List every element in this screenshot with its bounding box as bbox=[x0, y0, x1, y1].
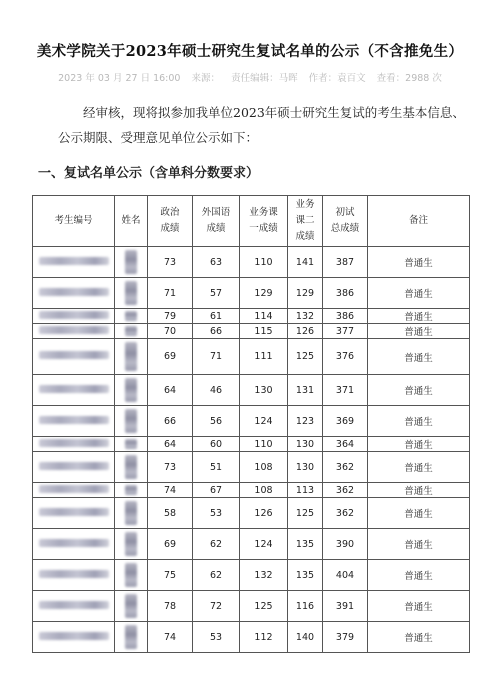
course2-cell: 129 bbox=[288, 278, 323, 309]
candidate-id-cell bbox=[33, 529, 115, 560]
course2-cell: 131 bbox=[288, 375, 323, 406]
candidate-name-cell bbox=[115, 529, 148, 560]
note-cell: 普通生 bbox=[368, 309, 470, 324]
course1-cell: 110 bbox=[240, 437, 288, 452]
candidate-id-cell bbox=[33, 375, 115, 406]
candidate-name-cell bbox=[115, 406, 148, 437]
total-cell: 364 bbox=[323, 437, 368, 452]
total-cell: 371 bbox=[323, 375, 368, 406]
language-cell: 61 bbox=[193, 309, 240, 324]
article-meta bbox=[0, 70, 500, 84]
candidate-id-cell bbox=[33, 498, 115, 529]
politics-cell: 64 bbox=[148, 437, 193, 452]
header-course1-line2: 一成绩 bbox=[249, 223, 278, 234]
note-cell: 普通生 bbox=[368, 247, 470, 278]
politics-cell: 73 bbox=[148, 452, 193, 483]
table-row bbox=[33, 375, 470, 406]
course1-cell: 125 bbox=[240, 591, 288, 622]
redacted-name bbox=[125, 532, 137, 556]
views-label: 查看：2988 次 bbox=[376, 73, 442, 84]
intro-paragraph: 经审核，现将拟参加我单位2023年硕士研究生复试的考生基本信息、公示期限、受理意见单位公示如下： bbox=[58, 105, 465, 145]
header-course2 bbox=[288, 196, 323, 247]
redacted-name bbox=[125, 250, 137, 274]
candidate-id-cell bbox=[33, 622, 115, 653]
candidate-id-cell bbox=[33, 437, 115, 452]
note-cell: 普通生 bbox=[368, 622, 470, 653]
table-row bbox=[33, 309, 470, 324]
politics-cell: 58 bbox=[148, 498, 193, 529]
candidate-name-cell bbox=[115, 498, 148, 529]
publish-datetime: 2023 年 03 月 27 日 16:00 bbox=[58, 73, 181, 84]
redacted-name bbox=[125, 563, 137, 587]
total-cell: 362 bbox=[323, 452, 368, 483]
redacted-name bbox=[125, 311, 137, 321]
language-cell: 66 bbox=[193, 324, 240, 339]
note-cell: 普通生 bbox=[368, 498, 470, 529]
language-cell: 57 bbox=[193, 278, 240, 309]
header-course2-line1: 业务 bbox=[295, 199, 315, 210]
table-row bbox=[33, 529, 470, 560]
header-language-line2: 成绩 bbox=[206, 223, 226, 234]
note-cell: 普通生 bbox=[368, 483, 470, 498]
course1-cell: 115 bbox=[240, 324, 288, 339]
total-cell: 386 bbox=[323, 278, 368, 309]
language-cell: 62 bbox=[193, 529, 240, 560]
note-cell: 普通生 bbox=[368, 452, 470, 483]
table-header-row bbox=[33, 196, 470, 247]
politics-cell: 69 bbox=[148, 339, 193, 375]
header-politics bbox=[148, 196, 193, 247]
course2-cell: 126 bbox=[288, 324, 323, 339]
total-cell: 377 bbox=[323, 324, 368, 339]
candidate-name-cell bbox=[115, 452, 148, 483]
politics-cell: 64 bbox=[148, 375, 193, 406]
header-politics-line2: 成绩 bbox=[160, 223, 180, 234]
redacted-id bbox=[39, 416, 109, 424]
language-cell: 53 bbox=[193, 622, 240, 653]
redacted-id bbox=[39, 508, 109, 516]
candidate-name-cell bbox=[115, 339, 148, 375]
table-row bbox=[33, 406, 470, 437]
candidate-name-cell bbox=[115, 560, 148, 591]
redacted-id bbox=[39, 257, 109, 265]
redacted-name bbox=[125, 594, 137, 618]
candidate-name-cell bbox=[115, 278, 148, 309]
course1-cell: 126 bbox=[240, 498, 288, 529]
language-cell: 53 bbox=[193, 498, 240, 529]
redacted-name bbox=[125, 625, 137, 649]
politics-cell: 74 bbox=[148, 622, 193, 653]
table-row bbox=[33, 437, 470, 452]
course1-cell: 108 bbox=[240, 483, 288, 498]
language-cell: 62 bbox=[193, 560, 240, 591]
header-language-line1: 外国语 bbox=[201, 207, 231, 218]
redacted-name bbox=[125, 326, 137, 336]
table-row bbox=[33, 452, 470, 483]
candidate-name-cell bbox=[115, 622, 148, 653]
redacted-name bbox=[125, 281, 137, 305]
redacted-id bbox=[39, 385, 109, 393]
note-cell: 普通生 bbox=[368, 591, 470, 622]
redacted-name bbox=[125, 455, 137, 479]
candidate-id-cell bbox=[33, 309, 115, 324]
redacted-name bbox=[125, 439, 137, 449]
header-name: 姓名 bbox=[115, 196, 148, 247]
redacted-id bbox=[39, 539, 109, 547]
header-total-line1: 初试 bbox=[335, 207, 355, 218]
politics-cell: 66 bbox=[148, 406, 193, 437]
header-id: 考生编号 bbox=[33, 196, 115, 247]
candidate-id-cell bbox=[33, 278, 115, 309]
table-row bbox=[33, 278, 470, 309]
note-cell: 普通生 bbox=[368, 339, 470, 375]
table-row bbox=[33, 560, 470, 591]
course2-cell: 116 bbox=[288, 591, 323, 622]
course2-cell: 130 bbox=[288, 452, 323, 483]
editor-label: 责任编辑：马晖 bbox=[231, 73, 298, 84]
redacted-id bbox=[39, 326, 109, 334]
total-cell: 387 bbox=[323, 247, 368, 278]
note-cell: 普通生 bbox=[368, 406, 470, 437]
note-cell: 普通生 bbox=[368, 529, 470, 560]
course2-cell: 132 bbox=[288, 309, 323, 324]
language-cell: 72 bbox=[193, 591, 240, 622]
table-body bbox=[33, 247, 470, 653]
course2-cell: 125 bbox=[288, 498, 323, 529]
politics-cell: 78 bbox=[148, 591, 193, 622]
course1-cell: 114 bbox=[240, 309, 288, 324]
candidate-id-cell bbox=[33, 591, 115, 622]
course2-cell: 125 bbox=[288, 339, 323, 375]
course1-cell: 111 bbox=[240, 339, 288, 375]
politics-cell: 75 bbox=[148, 560, 193, 591]
author-label: 作者：袁百文 bbox=[308, 73, 366, 84]
table-row bbox=[33, 498, 470, 529]
note-cell: 普通生 bbox=[368, 560, 470, 591]
redacted-id bbox=[39, 570, 109, 578]
course1-cell: 112 bbox=[240, 622, 288, 653]
total-cell: 391 bbox=[323, 591, 368, 622]
redacted-id bbox=[39, 351, 109, 359]
language-cell: 56 bbox=[193, 406, 240, 437]
header-course1 bbox=[240, 196, 288, 247]
header-total-line2: 总成绩 bbox=[330, 223, 360, 234]
table-row bbox=[33, 247, 470, 278]
course1-cell: 129 bbox=[240, 278, 288, 309]
politics-cell: 71 bbox=[148, 278, 193, 309]
course1-cell: 132 bbox=[240, 560, 288, 591]
course2-cell: 113 bbox=[288, 483, 323, 498]
note-cell: 普通生 bbox=[368, 278, 470, 309]
table-row bbox=[33, 591, 470, 622]
note-cell: 普通生 bbox=[368, 437, 470, 452]
politics-cell: 74 bbox=[148, 483, 193, 498]
header-note: 备注 bbox=[368, 196, 470, 247]
redacted-id bbox=[39, 601, 109, 609]
candidate-id-cell bbox=[33, 560, 115, 591]
total-cell: 362 bbox=[323, 498, 368, 529]
table-row bbox=[33, 339, 470, 375]
course1-cell: 110 bbox=[240, 247, 288, 278]
redacted-name bbox=[125, 342, 137, 371]
candidate-name-cell bbox=[115, 483, 148, 498]
redacted-name bbox=[125, 485, 137, 495]
course1-cell: 124 bbox=[240, 406, 288, 437]
total-cell: 404 bbox=[323, 560, 368, 591]
total-cell: 379 bbox=[323, 622, 368, 653]
candidate-id-cell bbox=[33, 339, 115, 375]
candidate-name-cell bbox=[115, 309, 148, 324]
language-cell: 51 bbox=[193, 452, 240, 483]
redacted-id bbox=[39, 485, 109, 493]
course1-cell: 108 bbox=[240, 452, 288, 483]
table-row bbox=[33, 324, 470, 339]
candidate-id-cell bbox=[33, 452, 115, 483]
course2-cell: 141 bbox=[288, 247, 323, 278]
course2-cell: 130 bbox=[288, 437, 323, 452]
candidate-name-cell bbox=[115, 324, 148, 339]
table-row bbox=[33, 483, 470, 498]
language-cell: 71 bbox=[193, 339, 240, 375]
source-label: 来源： bbox=[191, 73, 221, 84]
total-cell: 376 bbox=[323, 339, 368, 375]
header-course2-line3: 成绩 bbox=[295, 231, 315, 242]
language-cell: 60 bbox=[193, 437, 240, 452]
total-cell: 390 bbox=[323, 529, 368, 560]
section-heading: 一、复试名单公示（含单科分数要求） bbox=[38, 166, 260, 181]
candidate-name-cell bbox=[115, 437, 148, 452]
redacted-id bbox=[39, 632, 109, 640]
course2-cell: 135 bbox=[288, 560, 323, 591]
redacted-id bbox=[39, 288, 109, 296]
total-cell: 369 bbox=[323, 406, 368, 437]
politics-cell: 70 bbox=[148, 324, 193, 339]
language-cell: 63 bbox=[193, 247, 240, 278]
redacted-name bbox=[125, 409, 137, 433]
candidate-name-cell bbox=[115, 591, 148, 622]
redacted-id bbox=[39, 439, 109, 447]
header-course2-line2: 课二 bbox=[295, 215, 315, 226]
header-course1-line1: 业务课 bbox=[249, 207, 278, 218]
course2-cell: 135 bbox=[288, 529, 323, 560]
candidate-name-cell bbox=[115, 247, 148, 278]
language-cell: 46 bbox=[193, 375, 240, 406]
redacted-name bbox=[125, 378, 137, 402]
candidate-id-cell bbox=[33, 483, 115, 498]
total-cell: 362 bbox=[323, 483, 368, 498]
table-row bbox=[33, 622, 470, 653]
politics-cell: 79 bbox=[148, 309, 193, 324]
language-cell: 67 bbox=[193, 483, 240, 498]
candidate-id-cell bbox=[33, 247, 115, 278]
course2-cell: 123 bbox=[288, 406, 323, 437]
redacted-name bbox=[125, 501, 137, 525]
candidate-table bbox=[32, 195, 470, 653]
candidate-id-cell bbox=[33, 324, 115, 339]
candidate-name-cell bbox=[115, 375, 148, 406]
note-cell: 普通生 bbox=[368, 324, 470, 339]
total-cell: 386 bbox=[323, 309, 368, 324]
candidate-id-cell bbox=[33, 406, 115, 437]
course1-cell: 124 bbox=[240, 529, 288, 560]
redacted-id bbox=[39, 311, 109, 319]
header-total bbox=[323, 196, 368, 247]
note-cell: 普通生 bbox=[368, 375, 470, 406]
header-language bbox=[193, 196, 240, 247]
page-title: 美术学院关于2023年硕士研究生复试名单的公示（不含推免生） bbox=[36, 43, 464, 60]
redacted-id bbox=[39, 462, 109, 470]
politics-cell: 73 bbox=[148, 247, 193, 278]
course2-cell: 140 bbox=[288, 622, 323, 653]
header-politics-line1: 政治 bbox=[160, 207, 180, 218]
course1-cell: 130 bbox=[240, 375, 288, 406]
politics-cell: 69 bbox=[148, 529, 193, 560]
